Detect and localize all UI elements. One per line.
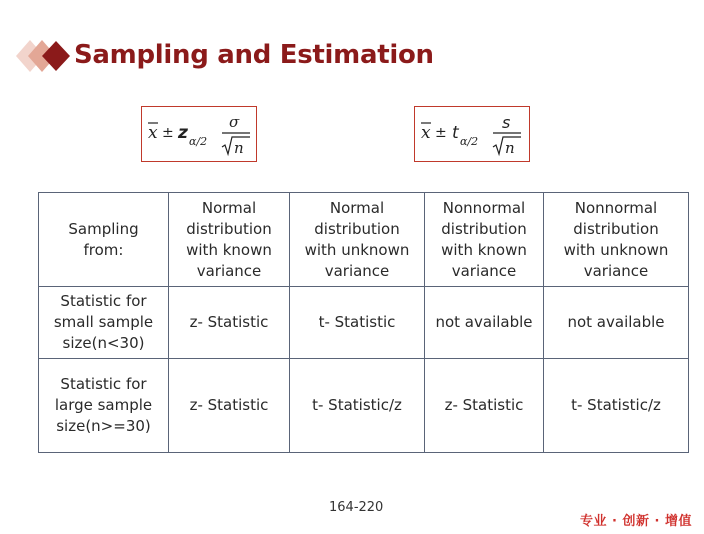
table-row-large-sample <box>39 359 689 453</box>
header-normal-unknown: Normal distribution with unknown variance <box>290 193 425 287</box>
formula-pm: ± <box>162 125 174 141</box>
formula-var: x <box>148 123 158 143</box>
slogan-text: 专业 · 创新 · 增值 <box>580 514 692 529</box>
t-interval-formula <box>414 106 530 162</box>
formula-denominator: n <box>505 139 515 157</box>
formula-numerator: s <box>502 113 511 132</box>
slide-title: Sampling and Estimation <box>74 40 434 70</box>
header-nonnormal-unknown: Nonnormal distribution with unknown variance <box>544 193 689 287</box>
formula-crit: z <box>178 123 188 143</box>
sampling-statistic-table <box>38 192 689 453</box>
table-cell: not available <box>544 287 689 359</box>
table-cell: z- Statistic <box>169 359 290 453</box>
formula-denominator: n <box>234 139 244 157</box>
table-cell: not available <box>425 287 544 359</box>
header-normal-known: Normal distribution with known variance <box>169 193 290 287</box>
formula-var: x <box>421 123 431 143</box>
header-sampling-from: Sampling from: <box>39 193 169 287</box>
table-cell: t- Statistic/z <box>290 359 425 453</box>
table-cell: z- Statistic <box>169 287 290 359</box>
formula-crit: t <box>452 123 459 143</box>
row-label: Statistic for small sample size(n<30) <box>39 287 169 359</box>
row-label: Statistic for large sample size(n>=30) <box>39 359 169 453</box>
diamond-logo-icon <box>16 38 74 74</box>
formula-pm: ± <box>435 125 447 141</box>
table-row-small-sample <box>39 287 689 359</box>
table-header-row <box>39 193 689 287</box>
table-cell: t- Statistic <box>290 287 425 359</box>
formula-sub: α/2 <box>189 135 208 148</box>
formula-numerator: σ <box>229 113 240 131</box>
table-cell: t- Statistic/z <box>544 359 689 453</box>
table-cell: z- Statistic <box>425 359 544 453</box>
header-nonnormal-known: Nonnormal distribution with known variance <box>425 193 544 287</box>
z-interval-formula <box>141 106 257 162</box>
page-number: 164-220 <box>329 500 384 515</box>
formula-sub: α/2 <box>460 135 479 148</box>
